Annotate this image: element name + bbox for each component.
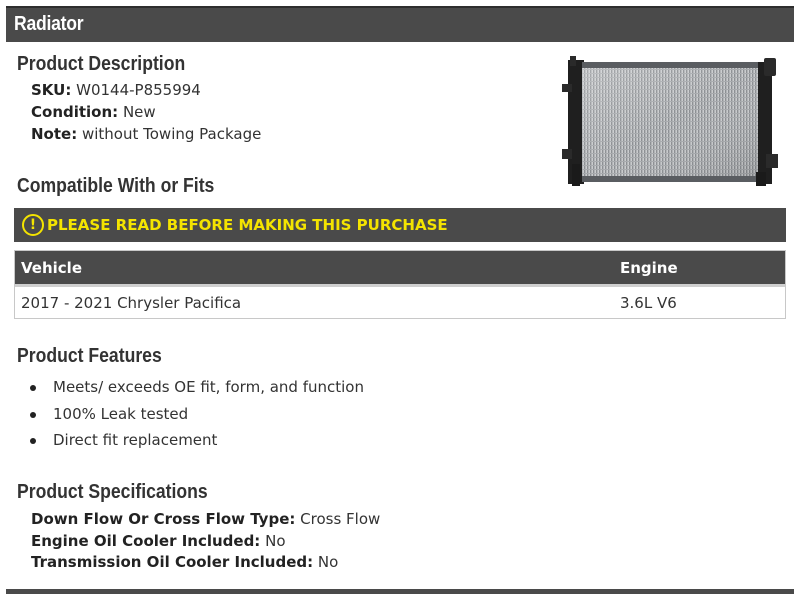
note-value: without Towing Package xyxy=(81,125,262,143)
bullet-icon xyxy=(30,412,36,418)
transmission-oil-cooler-value: No xyxy=(317,553,339,571)
engine-oil-cooler-label: Engine Oil Cooler Included: xyxy=(31,532,261,550)
table-header xyxy=(15,251,785,287)
page-title: Radiator xyxy=(14,13,84,35)
list-item xyxy=(30,431,364,458)
engine-column-header: Engine xyxy=(620,259,678,277)
engine-oil-cooler-value: No xyxy=(265,532,286,550)
bullet-icon xyxy=(30,385,36,391)
product-features-heading: Product Features xyxy=(17,345,162,367)
list-item xyxy=(30,378,364,405)
flow-type-field xyxy=(31,510,380,528)
product-specifications-heading: Product Specifications xyxy=(17,481,208,503)
feature-text: Meets/ exceeds OE fit, form, and function xyxy=(53,378,364,396)
title-bar xyxy=(6,6,794,42)
vehicle-cell: 2017 - 2021 Chrysler Pacifica xyxy=(21,294,242,312)
features-list xyxy=(30,378,364,458)
exclamation-circle-icon: ! xyxy=(22,214,44,236)
note-field xyxy=(31,125,261,143)
sku-field xyxy=(31,81,201,99)
flow-type-label: Down Flow Or Cross Flow Type: xyxy=(31,510,296,528)
condition-field xyxy=(31,103,156,121)
condition-value: New xyxy=(122,103,156,121)
feature-text: Direct fit replacement xyxy=(53,431,218,449)
sku-label: SKU: xyxy=(31,81,72,99)
bullet-icon xyxy=(30,438,36,444)
table-row xyxy=(15,287,785,318)
sku-value: W0144-P855994 xyxy=(76,81,201,99)
purchase-warning-banner xyxy=(14,208,786,242)
product-description-heading: Product Description xyxy=(17,53,186,75)
vehicle-column-header: Vehicle xyxy=(21,259,82,277)
condition-label: Condition: xyxy=(31,103,119,121)
note-label: Note: xyxy=(31,125,78,143)
bottom-divider xyxy=(6,589,794,594)
flow-type-value: Cross Flow xyxy=(300,510,381,528)
feature-text: 100% Leak tested xyxy=(53,404,189,423)
compatibility-heading: Compatible With or Fits xyxy=(17,175,215,197)
engine-oil-cooler-field xyxy=(31,532,286,550)
transmission-oil-cooler-field xyxy=(31,553,338,571)
engine-cell: 3.6L V6 xyxy=(620,294,677,312)
warning-text: PLEASE READ BEFORE MAKING THIS PURCHASE xyxy=(47,216,448,234)
radiator-product-image xyxy=(560,54,780,190)
list-item xyxy=(30,405,364,432)
compatibility-table xyxy=(14,250,786,319)
transmission-oil-cooler-label: Transmission Oil Cooler Included: xyxy=(31,553,314,571)
